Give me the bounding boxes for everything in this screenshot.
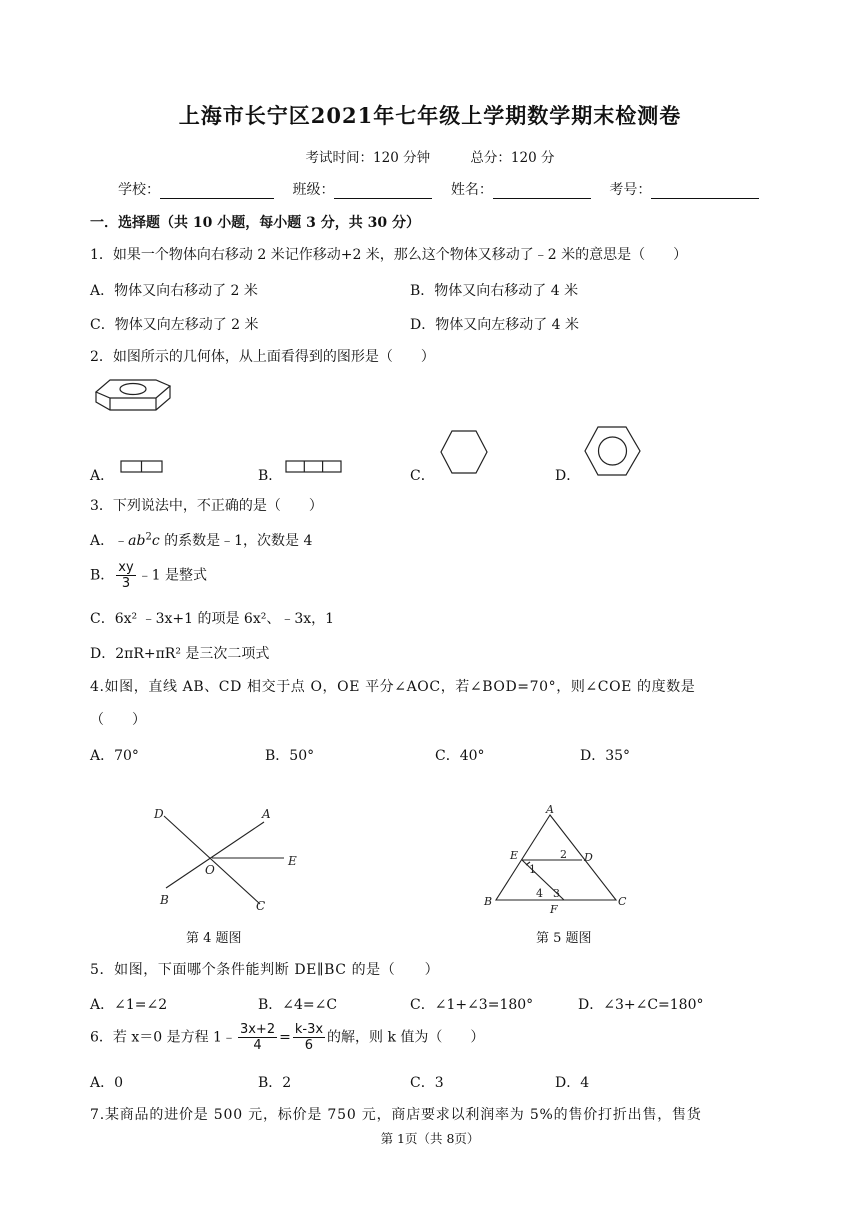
label-c: C (256, 899, 266, 913)
q5-option-c: C．∠1+∠3=180° (410, 997, 534, 1013)
q1-option-a: A．物体又向右移动了 2 米 (90, 283, 258, 299)
name-label: 姓名： (450, 182, 493, 198)
section-heading: 一．选择题（共 10 小题，每小题 3 分，共 30 分） (90, 215, 420, 231)
school-label: 学校： (118, 182, 160, 198)
q7-stem: 7.某商品的进价是 500 元，标价是 750 元，商店要求以利润率为 5%的售价打折出售，售货 (90, 1107, 702, 1123)
label-a: A (546, 803, 554, 816)
page-footer: 第 1页（共 8页） (380, 1131, 480, 1146)
q3-stem: 3．下列说法中，不正确的是（ ） (90, 498, 323, 514)
label-b: B (160, 893, 169, 907)
label-e: E (510, 849, 519, 862)
fraction-denominator: 4 (253, 1038, 262, 1053)
angle-1: 1 (529, 863, 536, 876)
q6-option-b: B．2 (258, 1075, 292, 1091)
class-blank[interactable] (334, 184, 432, 199)
q6-fraction-1 (238, 1022, 277, 1053)
q5-option-d: D．∠3+∠C=180° (578, 997, 704, 1013)
q6-option-a: A．0 (90, 1075, 124, 1091)
q4-option-c: C．40° (435, 748, 485, 764)
q1-option-c: C．物体又向左移动了 2 米 (90, 317, 259, 333)
q3-a-text: 的系数是﹣1，次数是 4 (159, 533, 313, 549)
q6-stem (90, 1022, 484, 1053)
q2-option-a-label: A． (90, 468, 115, 484)
page-title: 上海市长宁区2021年七年级上学期数学期末检测卷 (178, 103, 682, 128)
fraction-numerator: 3x+2 (239, 1022, 276, 1037)
figure-4-caption: 第 4 题图 (186, 931, 242, 946)
exam-score: 总分：120 分 (470, 150, 555, 166)
exam-meta (0, 146, 860, 166)
figure-5-triangle (480, 805, 630, 915)
q3-a-prefix: A．﹣ (90, 533, 129, 549)
label-c: C (618, 895, 627, 908)
exam-no-label: 考号： (609, 182, 652, 198)
label-f: F (550, 903, 558, 916)
fraction-numerator: xy (118, 560, 134, 575)
q1-stem: 1．如果一个物体向右移动 2 米记作移动+2 米，那么这个物体又移动了﹣2 米的意思是（ ） (90, 247, 688, 263)
q3-a-var2: c (151, 533, 160, 549)
option-b-three-rect-figure (285, 460, 343, 474)
class-label: 班级： (292, 182, 335, 198)
q2-option-d-label: D． (555, 468, 581, 484)
exam-time: 考试时间：120 分钟 (305, 150, 431, 166)
q2-option-b-label: B． (258, 468, 283, 484)
label-d: D (154, 807, 164, 821)
option-d-hexagon-circle-figure (584, 425, 642, 477)
q6-suffix: 的解，则 k 值为（ ） (327, 1029, 485, 1046)
q3-option-d: D．2πR+πR² 是三次二项式 (90, 646, 270, 662)
q4-option-b: B．50° (265, 748, 315, 764)
exam-no-blank[interactable] (651, 184, 759, 199)
q3-option-c: C．6x² ﹣3x+1 的项是 6x²、﹣3x，1 (90, 611, 335, 627)
label-o: O (205, 863, 215, 877)
q3-a-var: ab (128, 533, 146, 549)
angle-2: 2 (560, 848, 567, 861)
q5-option-a: A．∠1=∠2 (90, 997, 168, 1013)
option-c-hexagon-figure (440, 428, 490, 476)
angle-4: 4 (536, 887, 543, 900)
q2-stem: 2．如图所示的几何体，从上面看得到的图形是（ ） (90, 349, 435, 365)
q4-option-d: D．35° (580, 748, 631, 764)
q4-stem-cont: （ ） (90, 712, 146, 728)
q4-stem: 4.如图，直线 AB、CD 相交于点 O，OE 平分∠AOC，若∠BOD=70°，则∠COE 的度数是 (90, 679, 696, 695)
school-blank[interactable] (160, 184, 274, 199)
fraction-denominator: 6 (304, 1038, 314, 1053)
angle-3: 3 (553, 887, 560, 900)
figure-5-caption: 第 5 题图 (536, 931, 592, 946)
fraction-numerator: k-3x (294, 1022, 324, 1037)
option-a-two-rect-figure (120, 460, 164, 474)
q3-b-text: ﹣1 是整式 (137, 567, 208, 584)
q5-stem: 5．如图，下面哪个条件能判断 DE∥BC 的是（ ） (90, 962, 440, 978)
fraction-denominator: 3 (121, 576, 131, 591)
q6-fraction-2 (293, 1022, 325, 1053)
q3-b-fraction (116, 560, 135, 591)
q3-option-b (90, 560, 207, 591)
student-info (118, 179, 759, 199)
q3-b-prefix: B． (90, 567, 115, 584)
q5-option-b: B．∠4=∠C (258, 997, 338, 1013)
q3-option-a (90, 530, 312, 550)
q1-option-b: B．物体又向右移动了 4 米 (410, 283, 579, 299)
q6-prefix: 6．若 x＝0 是方程 1﹣ (90, 1029, 236, 1046)
q2-option-c-label: C． (410, 468, 435, 484)
q3-a-exponent: 2 (145, 531, 152, 543)
q6-option-c: C．3 (410, 1075, 444, 1091)
label-b: B (484, 895, 493, 908)
q6-option-d: D．4 (555, 1075, 590, 1091)
name-blank[interactable] (493, 184, 591, 199)
figure-4-intersecting-lines (150, 800, 310, 915)
hex-nut-solid-figure (92, 374, 182, 414)
label-d: D (584, 851, 593, 864)
q6-equals: = (279, 1029, 291, 1046)
label-a: A (262, 807, 271, 821)
q1-option-d: D．物体又向左移动了 4 米 (410, 317, 580, 333)
label-e: E (288, 854, 297, 868)
q4-option-a: A．70° (90, 748, 139, 764)
